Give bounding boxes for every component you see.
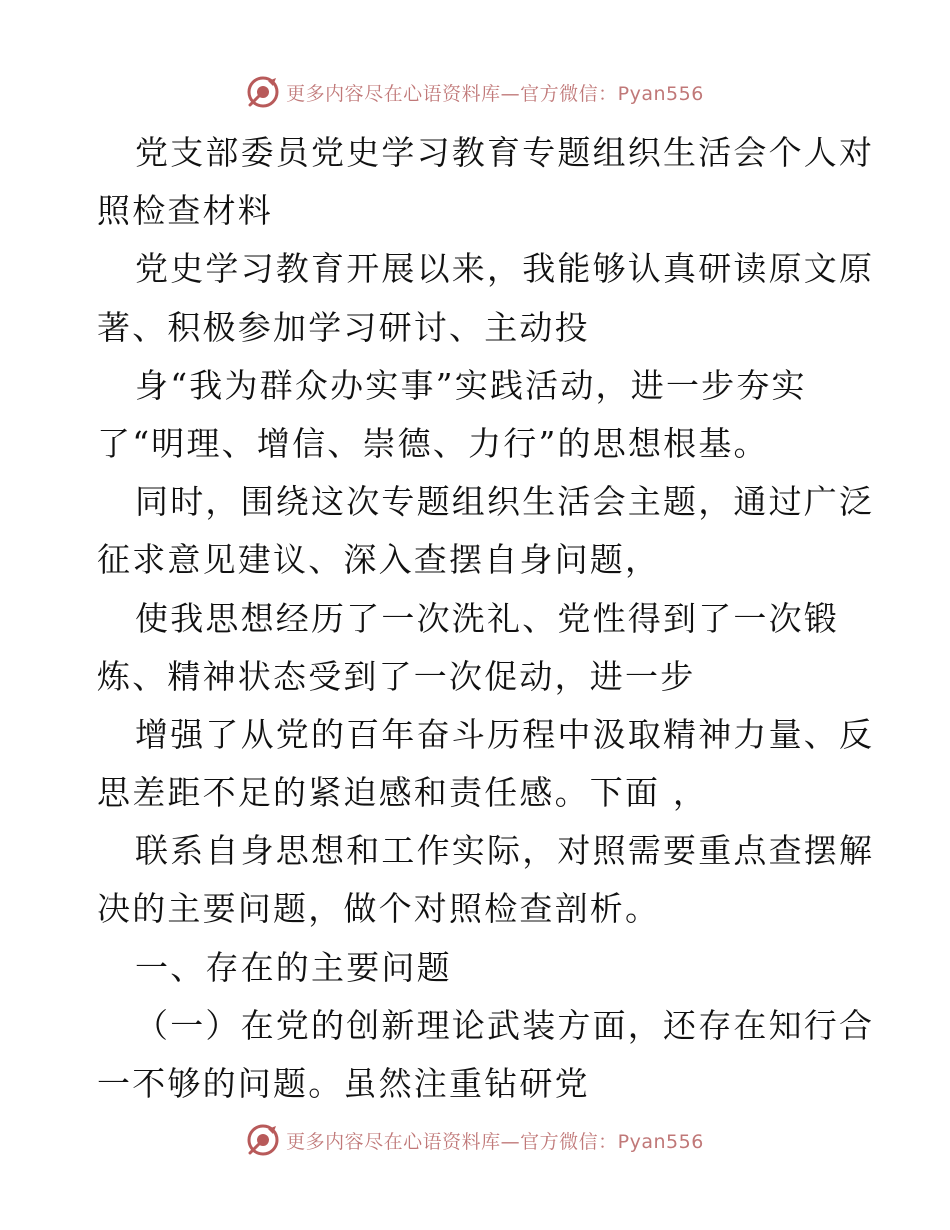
pen-logo-icon <box>246 75 280 109</box>
paragraph-line: 了“明理、增信、崇德、力行”的思想根基。 <box>97 423 769 463</box>
header-watermark <box>0 72 950 112</box>
subsection-line: （一）在党的创新理论武装方面，还存在知行合 <box>135 1005 875 1045</box>
paragraph-line: 著、积极参加学习研讨、主动投 <box>97 307 590 347</box>
watermark-text: 更多内容尽在心语资料库—官方微信：Pyan556 <box>286 1130 704 1153</box>
paragraph-line: 炼、精神状态受到了一次促动，进一步 <box>97 656 696 696</box>
paragraph-line: 联系自身思想和工作实际，对照需要重点查摆解 <box>135 831 875 871</box>
paragraph-line: 征求意见建议、深入查摆自身问题， <box>97 540 661 580</box>
pen-logo-icon <box>246 1123 280 1157</box>
paragraph-line: 思差距不足的紧迫感和责任感。下面 ， <box>97 773 709 813</box>
paragraph-line: 增强了从党的百年奋斗历程中汲取精神力量、反 <box>135 714 875 754</box>
paragraph-line: 使我思想经历了一次洗礼、党性得到了一次锻 <box>135 598 839 638</box>
title-line-2: 照检查材料 <box>97 191 273 231</box>
section-heading: 一、存在的主要问题 <box>135 947 452 987</box>
paragraph-line: 党史学习教育开展以来，我能够认真研读原文原 <box>135 249 875 289</box>
paragraph-line: 身“我为群众办实事”实践活动，进一步夯实 <box>135 365 807 405</box>
watermark-text: 更多内容尽在心语资料库—官方微信：Pyan556 <box>286 82 704 105</box>
title-line-1: 党支部委员党史学习教育专题组织生活会个人对 <box>135 133 875 172</box>
paragraph-line: 一不够的问题。虽然注重钻研党 <box>97 1064 590 1103</box>
paragraph-line: 同时，围绕这次专题组织生活会主题，通过广泛 <box>135 482 875 522</box>
footer-watermark <box>0 1120 950 1160</box>
paragraph-line: 决的主要问题，做个对照检查剖析。 <box>97 889 661 929</box>
document-body <box>97 124 875 1113</box>
